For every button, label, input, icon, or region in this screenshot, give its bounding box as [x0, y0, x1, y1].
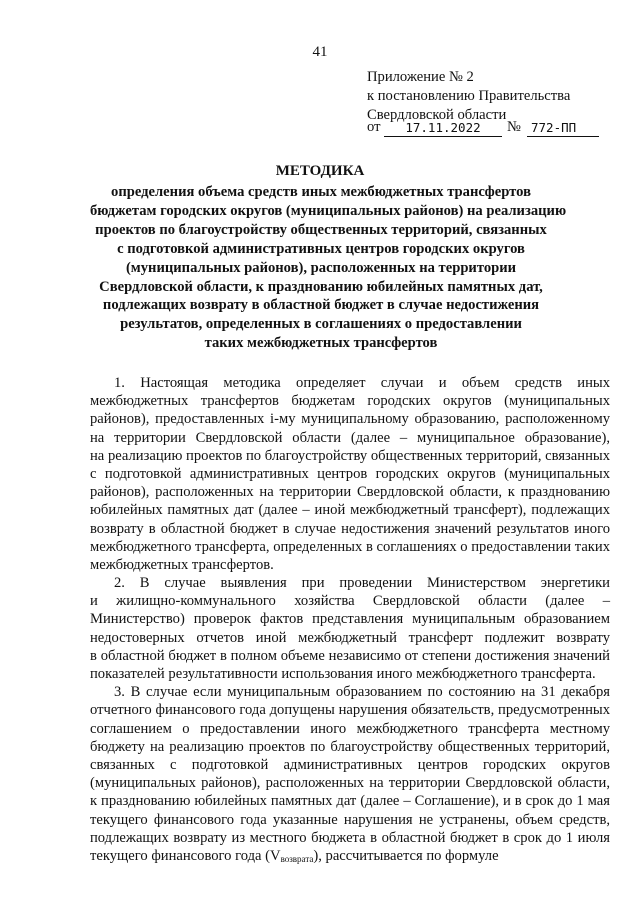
formula-intro-text-end: ), рассчитывается по формуле — [313, 847, 499, 864]
document-subtitle — [90, 183, 567, 353]
text-line: на реализацию проектов по благоустройству общественных территорий, связанных — [90, 447, 610, 464]
appendix-header — [367, 68, 570, 125]
appendix-line: к постановлению Правительства — [367, 88, 571, 104]
text-line: 3. В случае если муниципальным образованием по состоянию на 31 декабря — [114, 684, 610, 701]
text-line: бюджету на реализацию проектов по благоустройству общественных территорий, — [90, 738, 610, 755]
text-line: связанных с подготовкой административных центров городских округов — [90, 756, 610, 773]
text-line: и жилищно-коммунального хозяйства Свердловской области (далее – — [90, 593, 610, 610]
text-line: межбюджетных трансфертов бюджетам городских округов (муниципальных — [90, 393, 610, 410]
text-line: межбюджетных трансфертов. — [90, 556, 274, 573]
text-line: с подготовкой административных центров городских округов (муниципальных — [90, 465, 610, 482]
text-line: к празднованию юбилейных памятных дат (далее – Соглашение), и в срок до 1 мая — [90, 793, 610, 810]
resolution-date: 17.11.2022 — [384, 119, 502, 137]
text-line: текущего финансового года указанные нарушения не устранены, объем средств, — [90, 811, 610, 828]
formula-intro-text: текущего финансового года (V — [90, 847, 281, 864]
text-line: подлежащих возврату из местного бюджета в областной бюджет в срок до 1 июля — [90, 829, 610, 846]
text-line: возврату в областной бюджет в случае недостижения значений результатов иного — [90, 520, 610, 537]
text-line: (муниципальных районов), расположенных на территории Свердловской области, — [90, 775, 610, 792]
text-line: на территории Свердловской области (далее – муниципальное образование), — [90, 429, 610, 446]
text-line: соглашением о предоставлении иного межбюджетного трансферта местному — [90, 720, 610, 737]
text-line: в областной бюджет в полном объеме независимо от степени достижения значений — [90, 647, 610, 664]
resolution-reference — [367, 119, 607, 138]
subtitle-line: (муниципальных районов), расположенных на территории — [125, 259, 517, 276]
resolution-number: 772-ПП — [527, 119, 599, 137]
formula-intro-line — [90, 847, 610, 865]
text-line: недостоверных отчетов иной межбюджетный трансферт подлежит возврату — [90, 629, 610, 646]
from-label: от — [367, 119, 381, 135]
subtitle-line: с подготовкой административных центров городских округов — [117, 240, 525, 257]
subtitle-line: определения объема средств иных межбюджетных трансфертов — [111, 184, 531, 200]
document-title: МЕТОДИКА — [275, 163, 365, 179]
subtitle-line: результатов, определенных в соглашениях о предоставлении — [120, 316, 522, 333]
subtitle-line: Свердловской области, к празднованию юбилейных памятных дат, — [99, 278, 543, 295]
subtitle-line: проектов по благоустройству общественных территорий, связанных — [95, 221, 547, 238]
text-line: Министерство) проверок фактов представления муниципальным образованием — [90, 611, 610, 628]
subtitle-line: таких межбюджетных трансфертов — [204, 335, 438, 352]
text-line: показателей результативности использования иного межбюджетного трансферта. — [90, 666, 596, 682]
page-number: 41 — [312, 44, 328, 60]
text-line: межбюджетного трансферта, определенных в соглашениях о предоставлении таких — [90, 538, 610, 555]
subscript-vozvrata: возврата — [280, 853, 314, 864]
text-line: юбилейных памятных дат (далее – иной межбюджетный трансферт), подлежащих — [90, 502, 610, 519]
paragraph-1 — [90, 374, 610, 574]
subtitle-line: подлежащих возврату в областной бюджет в случае недостижения — [102, 297, 540, 314]
number-label: № — [507, 119, 521, 135]
text-line: районов), расположенных на территории Свердловской области, к празднованию — [90, 484, 610, 501]
text-line: 1. Настоящая методика определяет случаи и объем средств иных — [114, 375, 610, 391]
subtitle-line: бюджетам городских округов (муниципальных районов) на реализацию — [90, 202, 567, 219]
text-line: 2. В случае выявления при проведении Министерством энергетики — [114, 575, 610, 592]
text-line: районов), предоставленных i-му муниципальному образованию, расположенному — [90, 411, 610, 428]
appendix-line: Приложение № 2 — [367, 69, 474, 85]
paragraph-3 — [90, 683, 610, 865]
appendix-line: Свердловской области — [367, 107, 507, 123]
document-body — [90, 374, 610, 865]
paragraph-2 — [90, 574, 610, 683]
text-line: отчетного финансового года допущены нарушения обязательств, предусмотренных — [90, 702, 610, 719]
